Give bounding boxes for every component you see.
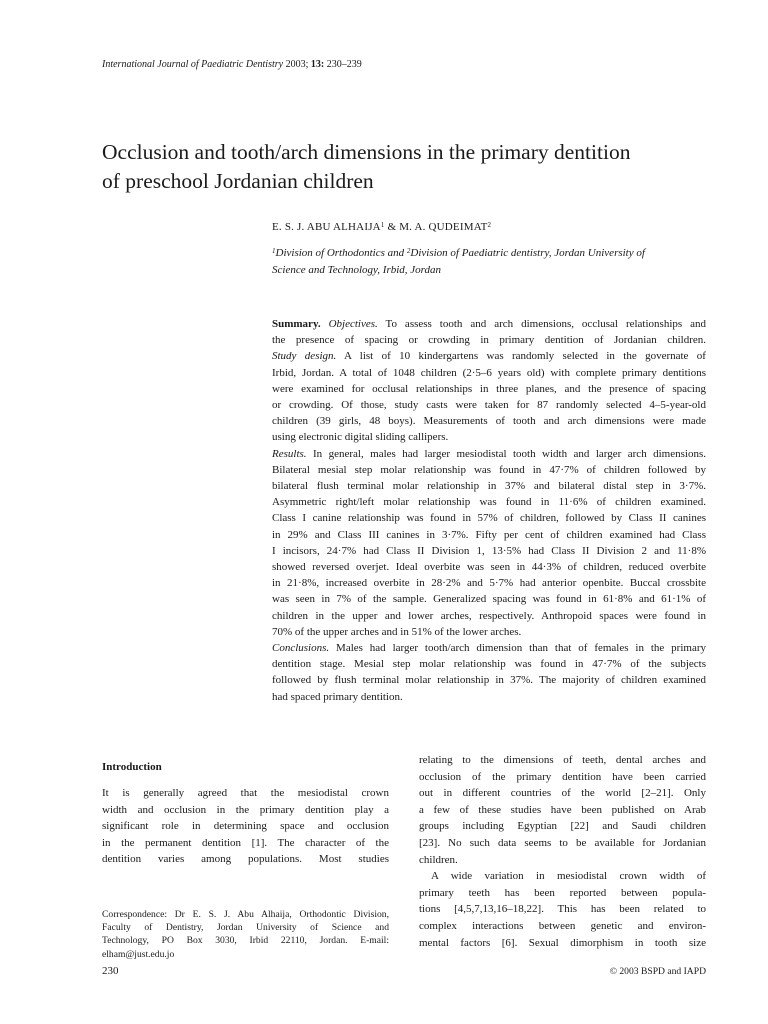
abstract-line bbox=[272, 316, 706, 332]
author-separator: & bbox=[384, 221, 400, 233]
body-line: A wide variation in mesiodistal crown width of bbox=[431, 870, 706, 883]
body-line: a few of these studies have been published on Arab bbox=[419, 803, 706, 816]
affiliation bbox=[272, 243, 645, 279]
body-column-left bbox=[102, 785, 389, 868]
journal-pages: 230–239 bbox=[326, 59, 362, 70]
abstract-line: were examined for occlusal relationships in three planes, and the presence of spacing bbox=[272, 382, 706, 395]
correspondence-line: Technology, PO Box 3030, Irbid 22110, Jordan. E-mail: bbox=[102, 935, 389, 947]
affiliation-marker: 1 bbox=[380, 221, 385, 229]
abstract-line bbox=[272, 446, 706, 462]
abstract-text: Males had larger tooth/arch dimension than that of females in the primary bbox=[329, 642, 706, 655]
copyright-notice: © 2003 BSPD and IAPD bbox=[609, 966, 706, 977]
abstract-line: showed reversed overjet. Ideal overbite was seen in 44·3% of children, reduced overbite bbox=[272, 561, 706, 574]
journal-volume: 13: bbox=[310, 59, 325, 70]
affiliation-marker: 2 bbox=[406, 247, 411, 255]
study-design-label: Study design. bbox=[272, 350, 337, 363]
body-line: It is generally agreed that the mesiodistal crown bbox=[102, 787, 389, 799]
author-list bbox=[272, 221, 491, 233]
body-line: out in different countries of the world [2–21]. Only bbox=[419, 787, 706, 800]
results-label: Results. bbox=[272, 447, 307, 460]
title-line: Occlusion and tooth/arch dimensions in the primary dentition bbox=[102, 140, 631, 164]
abstract-line: using electronic digital sliding callipers. bbox=[272, 431, 449, 444]
abstract-line: I incisors, 24·7% had Class II Division 1, 13·5% had Class II Division 2 and 11·8% bbox=[272, 544, 706, 557]
body-line: in the permanent dentition [1]. The character of the bbox=[102, 836, 389, 849]
abstract-line: in 29% and Class III canines in 3·7%. Fifty per cent of children examined had Class bbox=[272, 528, 706, 541]
correspondence-line: elham@just.edu.jo bbox=[102, 948, 175, 960]
author-name: E. S. J. ABU ALHAIJA bbox=[272, 221, 381, 233]
correspondence-line: Correspondence: Dr E. S. J. Abu Alhaija, Orthodontic Division, bbox=[102, 909, 389, 920]
body-line: groups including Egyptian [22] and Saudi children bbox=[419, 820, 706, 833]
page-number: 230 bbox=[102, 965, 119, 977]
affiliation-text: Division of Paediatric dentistry, Jordan University of bbox=[410, 247, 645, 259]
journal-year: 2003; bbox=[285, 59, 309, 70]
author-name: M. A. QUDEIMAT bbox=[399, 221, 488, 233]
body-line: primary teeth has been reported between popula- bbox=[419, 886, 706, 899]
objectives-label: Objectives. bbox=[328, 318, 378, 330]
abstract-line: in 21·8%, increased overbite in 28·2% and 5·7% had anterior openbite. Buccal crossbite bbox=[272, 577, 706, 590]
abstract-line: Irbid, Jordan. A total of 1048 children (2·5–6 years old) with complete primary dentitions bbox=[272, 366, 706, 379]
body-line: significant role in determining space and occlusion bbox=[102, 820, 389, 833]
affiliation-marker: 2 bbox=[487, 221, 492, 229]
abstract-text: In general, males had larger mesiodistal tooth width and larger arch dimensions. bbox=[306, 447, 706, 460]
abstract-line: was seen in 7% of the sample. Generalized spacing was found in 61·8% and 61·1% of bbox=[272, 593, 706, 606]
body-line: tions [4,5,7,13,16–18,22]. This has been related to bbox=[419, 903, 706, 916]
abstract-line: bilateral flush terminal molar relationship in 37% and bilateral distal step in 3·7%. bbox=[272, 480, 706, 493]
abstract-line: or crowding. Of those, study casts were taken for 87 randomly selected 4–5-year-old bbox=[272, 399, 706, 412]
body-line: [23]. No such data seems to be available for Jordanian bbox=[419, 836, 706, 849]
abstract-line: children (39 girls, 48 boys). Measurements of tooth and arch dimensions were made bbox=[272, 415, 706, 428]
article-title bbox=[102, 138, 722, 196]
body-line: mental factors [6]. Sexual dimorphism in tooth size bbox=[419, 936, 706, 949]
affiliation-text: Division of Orthodontics and bbox=[275, 247, 407, 259]
abstract-line: had spaced primary dentition. bbox=[272, 690, 403, 703]
body-line: relating to the dimensions of teeth, dental arches and bbox=[419, 754, 706, 766]
abstract-text: A list of 10 kindergartens was randomly selected in the governate of bbox=[336, 350, 706, 363]
body-line: children. bbox=[419, 853, 458, 866]
abstract-line: dentition stage. Mesial step molar relationship was found in 47·7% of the subjects bbox=[272, 658, 706, 671]
section-heading-introduction: Introduction bbox=[102, 761, 162, 773]
body-line: complex interactions between genetic and environ- bbox=[419, 919, 706, 932]
correspondence-line: Faculty of Dentistry, Jordan University of Science and bbox=[102, 922, 389, 934]
abstract-line bbox=[272, 348, 706, 364]
summary-label: Summary. bbox=[272, 318, 321, 330]
abstract-text: To assess tooth and arch dimensions, occlusal relationships and bbox=[377, 318, 707, 330]
abstract-line: children in the upper and lower arches, respectively. Anthropoid spaces were found in bbox=[272, 609, 706, 622]
correspondence-note bbox=[102, 908, 389, 961]
abstract-line: followed by flush terminal molar relationship in 37%. The majority of children examined bbox=[272, 674, 706, 687]
abstract-line: the presence of spacing or crowding in primary dentition of Jordanian children. bbox=[272, 334, 706, 347]
journal-citation bbox=[102, 59, 362, 70]
abstract bbox=[272, 316, 706, 705]
abstract-line: Class I canine relationship was found in 57% of children, followed by Class II canines bbox=[272, 512, 706, 525]
body-column-right bbox=[419, 752, 706, 951]
abstract-line: Asymmetric right/left molar relationship was found in 11·6% of children examined. bbox=[272, 496, 706, 509]
abstract-line: Bilateral mesial step molar relationship was found in 47·7% of children followed by bbox=[272, 463, 706, 476]
title-line: of preschool Jordanian children bbox=[102, 169, 374, 193]
affiliation-marker: 1 bbox=[272, 247, 276, 255]
abstract-line bbox=[272, 640, 706, 656]
affiliation-line: Science and Technology, Irbid, Jordan bbox=[272, 264, 442, 276]
conclusions-label: Conclusions. bbox=[272, 642, 330, 655]
body-line: dentition varies among populations. Most studies bbox=[102, 853, 389, 866]
affiliation-line bbox=[272, 243, 645, 262]
abstract-line: 70% of the upper arches and in 51% of the lower arches. bbox=[272, 625, 522, 638]
body-line: width and occlusion in the primary dentition play a bbox=[102, 803, 389, 816]
journal-name: International Journal of Paediatric Dentistry bbox=[102, 59, 284, 70]
body-line: occlusion of the primary dentition have been carried bbox=[419, 770, 706, 783]
